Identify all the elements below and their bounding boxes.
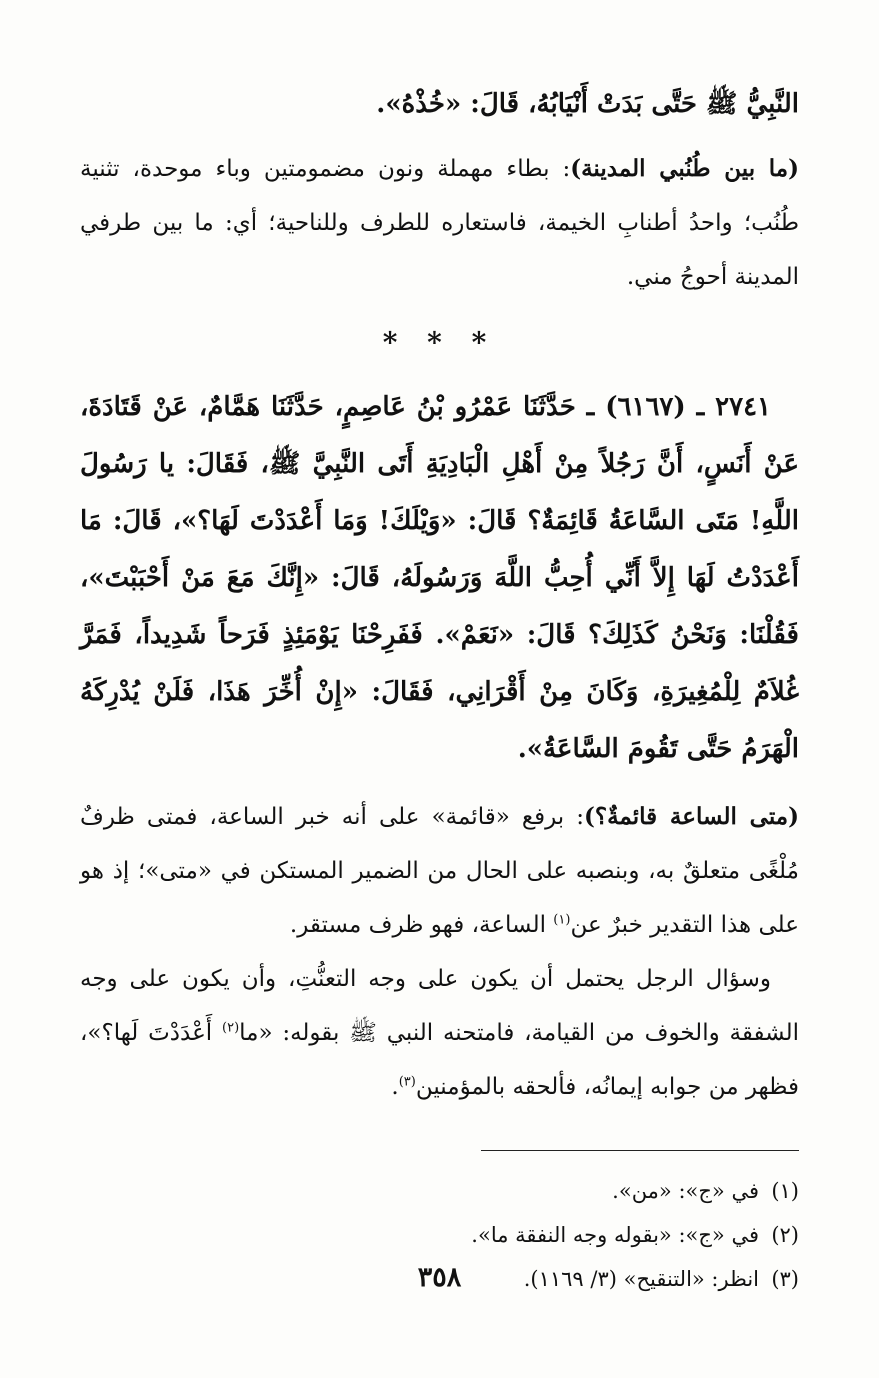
footnote-2 <box>80 1213 799 1257</box>
footnote-number: (٣) <box>771 1267 799 1291</box>
hadith-paragraph <box>80 379 799 778</box>
section-separator: * * * <box>382 326 497 359</box>
commentary-paragraph-2 <box>80 790 799 952</box>
commentary-text-3a: وسؤال الرجل يحتمل أن يكون على وجه التعنُّتِ، وأن يكون على وجه الشفقة والخوف من القيامة، فامتحنه النبي ﷺ بقوله: «ما <box>80 966 799 1046</box>
hadith-block <box>80 379 799 778</box>
commentary-text: : بطاء مهملة ونون مضمومتين وباء موحدة، تثنية طُنُب؛ واحدُ أطنابِ الخيمة، فاستعاره للطرف وللناحية؛ أي: ما بين طرفي المدينة أحوجُ مني. <box>80 156 799 290</box>
commentary-paragraph-3 <box>80 952 799 1114</box>
commentary-text-2b: الساعة، فهو ظرف مستقر. <box>289 912 554 938</box>
footnote-1 <box>80 1169 799 1213</box>
commentary-text-3b: أَعْدَدْتَ لَها؟»، فظهر من جوابه إيمانُه، فألحقه بالمؤمنين <box>80 1020 799 1100</box>
page-number: ٣٥٨ <box>417 1262 462 1293</box>
continued-hadith-line: النَّبِيُّ ﷺ حَتَّى بَدَتْ أَنْيَابُهُ، قَالَ: «خُذْهُ». <box>376 89 799 119</box>
commentary-text-2a: : برفع «قائمة» على أنه خبر الساعة، فمتى ظرفٌ مُلْغًى متعلقٌ به، وبنصبه على الحال من الضمير المستكن في «متى»؛ إذ هو على هذا التقدير خبرٌ عن <box>80 804 799 938</box>
footnote-marker-3[interactable]: (٣) <box>398 1074 416 1090</box>
footnote-marker-2[interactable]: (٢) <box>222 1020 240 1036</box>
commentary-text-3c: . <box>391 1074 399 1100</box>
footnote-number: (٢) <box>771 1223 799 1247</box>
footnote-text: في «ج»: «بقوله وجه النفقة ما». <box>471 1223 759 1247</box>
footnote-text: في «ج»: «من». <box>612 1179 759 1203</box>
commentary-paragraph <box>80 142 799 304</box>
footnote-divider <box>481 1150 799 1151</box>
commentary-term-2: (متى الساعة قائمةٌ؟) <box>584 803 799 830</box>
hadith-text: ـ حَدَّثَنَا عَمْرُو بْنُ عَاصِمٍ، حَدَّثَنَا هَمَّامٌ، عَنْ قَتَادَةَ، عَنْ أَنَسٍ، أَنَّ رَجُلاً مِنْ أَهْلِ الْبَادِيَةِ أَتَى النَّبِيَّ ﷺ، فَقَالَ: يا رَسُولَ اللَّهِ! مَتَى السَّاعَةُ قَائِمَةٌ؟ قَالَ: «وَيْلَكَ! وَمَا أَعْدَدْتَ لَهَا؟»، قَالَ: مَا أَعْدَدْتُ لَهَا إِلاَّ أَنِّي أُحِبُّ اللَّهَ وَرَسُولَهُ، قَالَ: «إِنَّكَ مَعَ مَنْ أَحْبَبْتَ»، فَقُلْنَا: وَنَحْنُ كَذَلِكَ؟ قَالَ: «نَعَمْ». فَفَرِحْنَا يَوْمَئِذٍ فَرَحاً شَدِيداً، فَمَرَّ غُلاَمٌ لِلْمُغِيرَةِ، وَكَانَ مِنْ أَقْرَانِي، فَقَالَ: «إِنْ أُخِّرَ هَذَا، فَلَنْ يُدْرِكَهُ الْهَرَمُ حَتَّى تَقُومَ السَّاعَةُ». <box>80 392 799 764</box>
hadith-number: ٢٧٤١ ـ (٦١٦٧) <box>605 392 771 422</box>
footnote-number: (١) <box>771 1179 799 1203</box>
footnote-marker-1[interactable]: (١) <box>553 912 571 928</box>
commentary-term: (ما بين طُنُبي المدينة) <box>570 155 799 182</box>
footnote-text: انظر: «التنقيح» (٣/ ١١٦٩). <box>523 1267 759 1291</box>
